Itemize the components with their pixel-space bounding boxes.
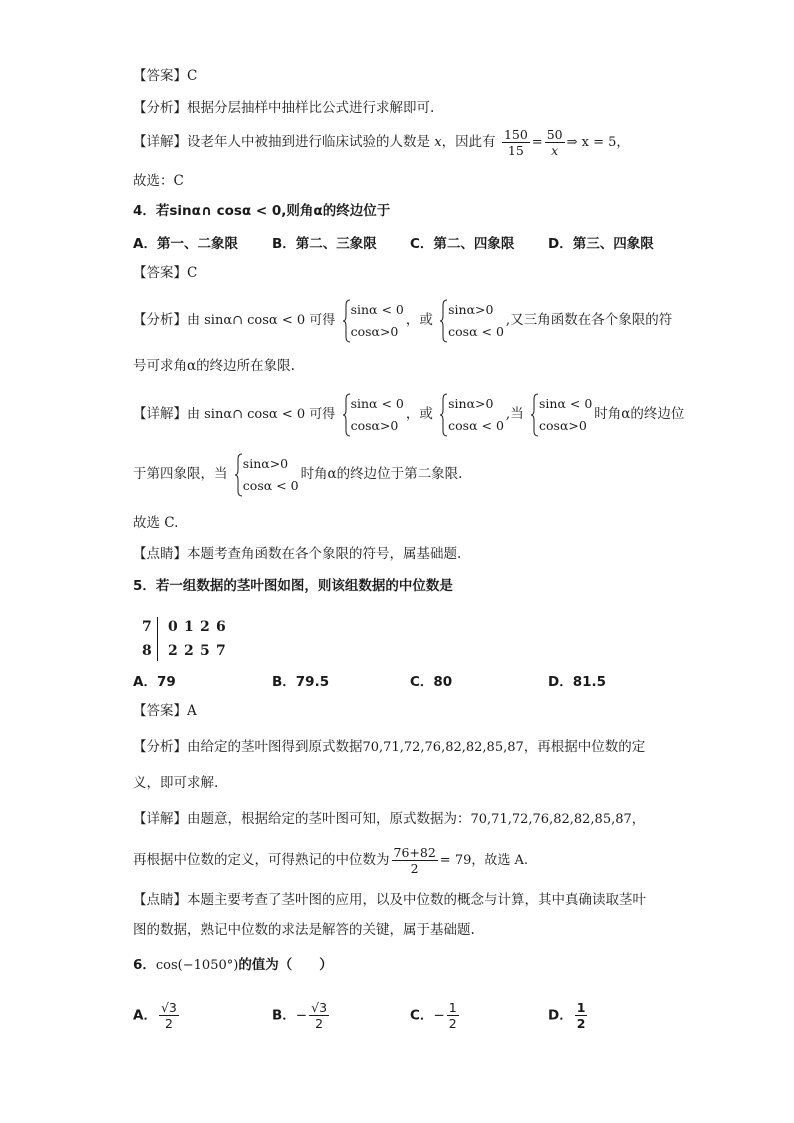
q4-analysis-line: [133, 298, 672, 343]
comment-tag: 【点睛】: [133, 546, 187, 562]
question-number: 6．: [133, 957, 156, 973]
fraction: $\frac{√3}{2}$: [311, 1000, 328, 1031]
q5-detail-line: [133, 809, 645, 830]
brace-icon: [530, 393, 539, 437]
q4-option-a: A．第一、二象限: [133, 236, 238, 252]
answer-value: C: [187, 68, 198, 84]
leaf-values: 2 2 5 7: [168, 643, 226, 659]
detail-continuation: 时角α的终边位: [594, 406, 685, 422]
stem-leaf-plot: [142, 615, 232, 663]
analysis-text: 由给定的茎叶图得到原式数据: [187, 739, 363, 755]
or-text: ，或: [405, 312, 433, 328]
detail-text: 设老年人中被抽到进行临床试验的人数是: [187, 134, 430, 150]
answer-tag: 【答案】: [133, 265, 187, 281]
q6-option-b: B．− $\frac{√3}{2}$: [272, 1000, 328, 1031]
detail-tag: 【详解】: [133, 811, 187, 827]
q5-option-d: D．81.5: [548, 674, 607, 690]
q5-comment-line2: 图的数据，熟记中位数的求法是解答的关键，属于基础题.: [133, 922, 475, 938]
q6-option-d: D． $\frac{1}{2}$: [548, 1000, 586, 1031]
answer-value: A: [187, 703, 197, 719]
q4-option-b: B．第二、三象限: [272, 236, 377, 252]
brace-icon: [342, 299, 351, 343]
choose-text: 故选：C: [133, 173, 184, 189]
equals-sign: =: [531, 135, 543, 150]
leaf-values: 0 1 2 6: [168, 619, 226, 635]
brace-icon: [439, 393, 448, 437]
brace-icon: [439, 299, 448, 343]
analysis-continuation: ，再根据中位数的定: [523, 739, 646, 755]
analysis-tag: 【分析】: [133, 312, 187, 328]
fraction: $\frac{√3}{2}$: [160, 1000, 177, 1031]
q4-detail-line: [133, 392, 684, 437]
q4-option-d: D．第三、四象限: [548, 236, 654, 252]
q5-option-c: C．80: [410, 674, 453, 690]
q3-answer-line: [133, 66, 197, 86]
q4-detail-line2: [133, 452, 462, 497]
detail-result: ⇒ x = 5，: [566, 135, 630, 150]
q5-answer-line: [133, 701, 197, 721]
q6-option-c: C．− $\frac{1}{2}$: [410, 1000, 457, 1031]
detail-result: = 79，故选 A.: [439, 853, 529, 868]
when-text: ,当: [505, 406, 524, 422]
detail-tag: 【详解】: [133, 406, 187, 422]
q4-option-c: C．第二、四象限: [410, 236, 515, 252]
analysis-tag: 【分析】: [133, 100, 187, 116]
q3-detail-line: [133, 122, 629, 163]
question-expression: cos(−1050°): [155, 958, 239, 973]
q5-title: 5．若一组数据的茎叶图如图，则该组数据的中位数是: [133, 578, 453, 594]
q5-analysis-line: [133, 737, 645, 758]
or-text: ，或: [405, 406, 433, 422]
data-list: 70,71,72,76,82,82,85,87，: [470, 812, 645, 827]
comment-tag: 【点睛】: [133, 892, 187, 908]
fraction: $\frac{1}{2}$: [448, 1000, 457, 1031]
answer-value: C: [187, 265, 198, 281]
stem-value: 8: [142, 643, 152, 659]
equation-system: sinα < 0 cosα>0: [342, 299, 404, 343]
q6-title: [133, 955, 333, 976]
equation-system: sinα>0 cosα < 0: [234, 453, 299, 497]
answer-tag: 【答案】: [133, 703, 187, 719]
detail-tag: 【详解】: [133, 134, 187, 150]
q5-option-b: B．79.5: [272, 674, 330, 690]
question-text: 的值为（ ）: [238, 957, 333, 973]
q6-option-a: A． $\frac{√3}{2}$: [133, 1000, 177, 1031]
stem-divider: [157, 617, 158, 661]
detail-text: 再根据中位数的定义，可得熟记的中位数为: [133, 852, 390, 868]
fraction: $\frac{76+82}{2}$: [393, 845, 436, 876]
equation-system: sinα>0 cosα < 0: [439, 393, 504, 437]
answer-tag: 【答案】: [133, 68, 187, 84]
brace-icon: [342, 393, 351, 437]
detail-text: 由 sinα∩ cosα < 0 可得: [187, 407, 336, 422]
q4-title: 4．若sinα∩ cosα < 0,则角α的终边位于: [133, 203, 391, 219]
q5-option-a: A．79: [133, 674, 176, 690]
q4-answer-line: [133, 263, 197, 283]
data-list: 70,71,72,76,82,82,85,87: [362, 740, 524, 755]
q4-comment-line: [133, 544, 461, 564]
q5-detail-line2: [133, 840, 528, 881]
analysis-text: 由 sinα∩ cosα < 0 可得: [187, 313, 336, 328]
stem-value: 7: [142, 619, 152, 635]
detail-text: 于第四象限，当: [133, 466, 228, 482]
equation-system: sinα < 0 cosα>0: [530, 393, 592, 437]
analysis-text: 根据分层抽样中抽样比公式进行求解即可.: [187, 100, 435, 116]
fraction: $\frac{50}{x}$: [546, 127, 563, 158]
fraction: $\frac{1}{2}$: [576, 1000, 586, 1031]
detail-continuation: 时角α的终边位于第二象限.: [300, 466, 463, 482]
fraction: $\frac{150}{15}$: [503, 127, 528, 158]
q5-comment-line: [133, 890, 646, 910]
detail-connector: ，因此有: [441, 134, 496, 150]
q4-choose-line: 故选 C.: [133, 515, 179, 531]
q5-analysis-line2: 义，即可求解.: [133, 775, 219, 791]
equation-system: sinα>0 cosα < 0: [439, 299, 504, 343]
stem-row: [142, 615, 232, 639]
analysis-continuation: ,又三角函数在各个象限的符: [505, 312, 673, 328]
q4-analysis-line2: 号可求角α的终边所在象限.: [133, 358, 295, 374]
detail-variable: x: [434, 135, 442, 150]
detail-text: 由题意，根据给定的茎叶图可知，原式数据为：: [187, 811, 471, 827]
comment-text: 本题考查角函数在各个象限的符号，属基础题.: [187, 546, 462, 562]
q3-analysis-line: [133, 98, 434, 118]
comment-text: 本题主要考查了茎叶图的应用，以及中位数的概念与计算，其中真确读取茎叶: [187, 892, 646, 908]
stem-row: [142, 639, 232, 663]
q3-choose-line: [133, 171, 184, 191]
brace-icon: [234, 453, 243, 497]
equation-system: sinα < 0 cosα>0: [342, 393, 404, 437]
analysis-tag: 【分析】: [133, 739, 187, 755]
